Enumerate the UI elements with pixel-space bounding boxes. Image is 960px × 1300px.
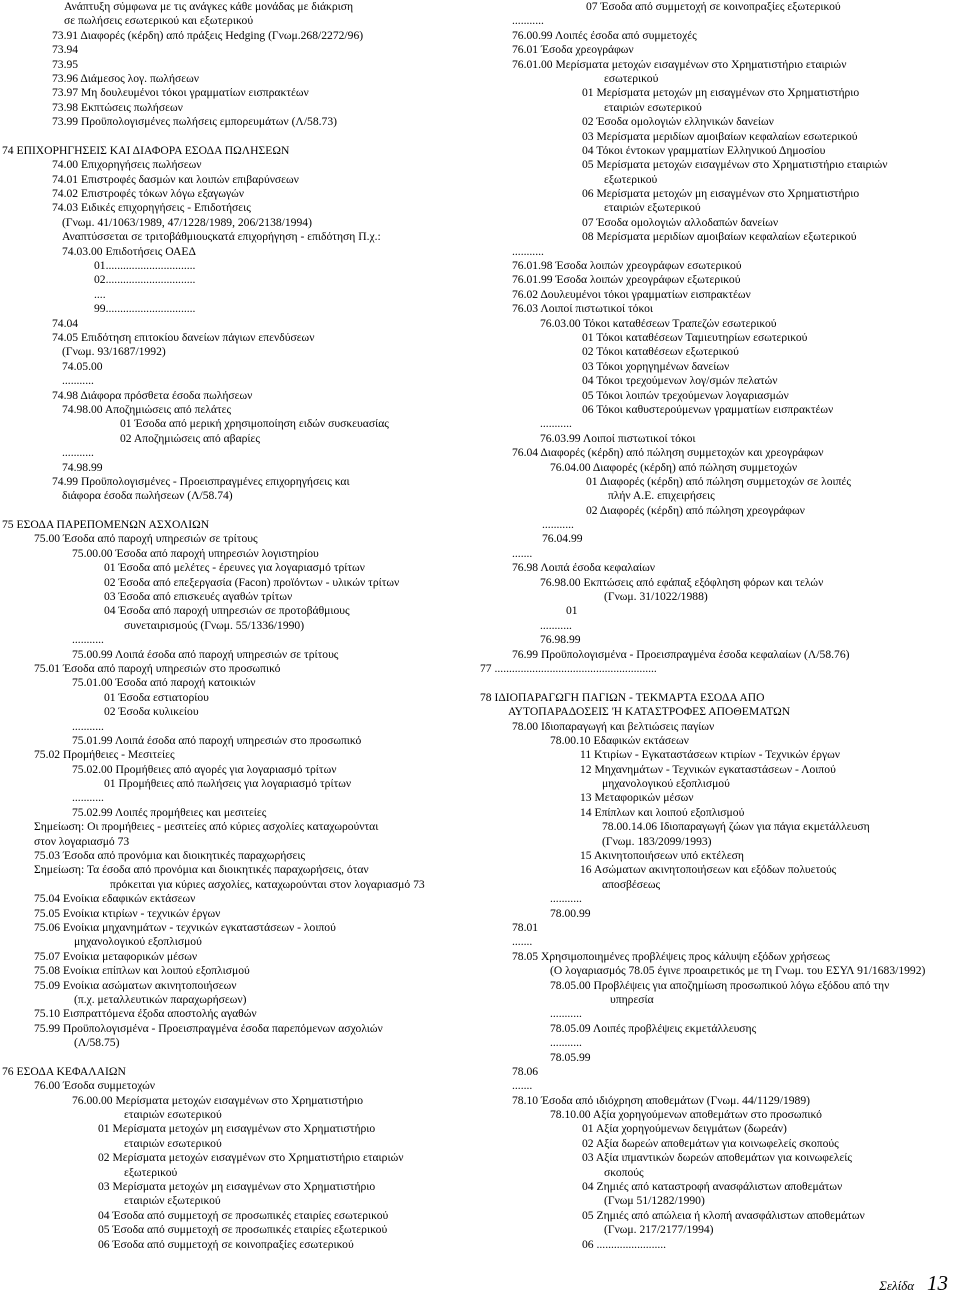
account-line: 75.10 Εισπραττόμενα έξοδα αποστολής αγαθών xyxy=(34,1007,257,1021)
account-line: (π.χ. μεταλλευτικών παραχωρήσεων) xyxy=(74,992,247,1006)
account-line: 03 Τόκοι χορηγημένων δανείων xyxy=(582,359,730,373)
account-line: 02 Αξία δωρεών αποθεμάτων για κοινωφελείς σκοπούς xyxy=(582,1136,839,1150)
account-line: 78.05 Χρησιμοποιημένες προβλέψεις προς κάλυψη εξόδων χρήσεως xyxy=(512,949,830,963)
account-line: 74 ΕΠΙΧΟΡΗΓΗΣΕΙΣ ΚΑΙ ΔΙΑΦΟΡΑ ΕΣΟΔΑ ΠΩΛΗΣΕΩΝ xyxy=(2,143,290,157)
account-line: εταιριών εξωτερικού xyxy=(124,1194,221,1208)
account-line: 05 Τόκοι λοιπών τρεχούμενων λογαριασμών xyxy=(582,388,789,402)
account-line: 78.00.10 Εδαφικών εκτάσεων xyxy=(550,733,689,747)
page-label: Σελίδα xyxy=(879,1277,915,1293)
account-line: 01 Έσοδα από μελέτες - έρευνες για λογαριασμό τρίτων xyxy=(104,561,365,575)
account-line: 75 ΕΣΟΔΑ ΠΑΡΕΠΟΜΕΝΩΝ ΑΣΧΟΛΙΩΝ xyxy=(2,518,210,532)
right-column xyxy=(478,0,958,1252)
account-line: .... xyxy=(94,287,106,301)
account-line: 74.05.00 xyxy=(62,359,103,373)
spacer xyxy=(0,504,476,518)
account-line: ........... xyxy=(550,892,582,906)
account-line: 75.01.00 Έσοδα από παροχή κατοικιών xyxy=(72,676,256,690)
account-line: ........... xyxy=(72,633,104,647)
account-line: 05 Ζημιές από απώλεια ή κλοπή ανασφάλιστων αποθεμάτων xyxy=(582,1208,865,1222)
account-line: 75.03 Έσοδα από προνόμια και διοικητικές παραχωρήσεις xyxy=(34,849,306,863)
account-line: 75.02 Προμήθειες - Μεσιτείες xyxy=(34,748,175,762)
account-line: 76.01.00 Μερίσματα μετοχών εισαγμένων στο Χρηματιστήριο εταιριών xyxy=(512,57,847,71)
account-line: 01 Διαφορές (κέρδη) από πώληση συμμετοχών σε λοιπές xyxy=(586,474,851,488)
account-line: 76.01.98 Έσοδα λοιπών χρεογράφων εσωτερικού xyxy=(512,259,742,273)
account-line: 75.01.99 Λοιπά έσοδα από παροχή υπηρεσιών στο προσωπικό xyxy=(72,733,362,747)
account-line: συνεταιρισμούς (Γνωμ. 55/1336/1990) xyxy=(124,618,305,632)
account-line: 77 ........................................................ xyxy=(480,661,657,675)
account-line: υπηρεσία xyxy=(610,992,654,1006)
account-line: ........... xyxy=(72,791,104,805)
account-line: 02 Έσοδα ομολογιών ελληνικών δανείων xyxy=(582,115,774,129)
account-line: 02 Αποζημιώσεις από αβαρίες xyxy=(120,431,261,445)
account-line: 01 Έσοδα από μερική χρησιμοποίηση ειδών συσκευασίας xyxy=(120,417,389,431)
account-line: 76.02 Δουλευμένοι τόκοι γραμματίων εισπρακτέων xyxy=(512,287,751,301)
account-line: διάφορα έσοδα πωλήσεων (Λ/58.74) xyxy=(62,489,233,503)
account-line: 73.95 xyxy=(52,57,79,71)
account-line: 78.10.00 Αξία χορηγούμενων αποθεμάτων στο προσωπικό xyxy=(550,1108,822,1122)
account-line: 03 Αξία ιπμαντικών δωρεών αποθεμάτων για κοινωφελείς xyxy=(582,1151,853,1165)
account-line: 76.01.99 Έσοδα λοιπών χρεογράφων εξωτερικού xyxy=(512,273,741,287)
account-line: σε πωλήσεις εσωτερικού και εξωτερικού xyxy=(64,14,254,28)
account-line: 74.98 Διάφορα πρόσθετα έσοδα πωλήσεων xyxy=(52,388,253,402)
account-line: εταιριών εσωτερικού xyxy=(124,1108,222,1122)
account-line: ....... xyxy=(512,1079,533,1093)
account-line: 04 Έσοδα από παροχή υπηρεσιών σε προτοβάθμιους xyxy=(104,604,350,618)
account-line: 03 Μερίσματα μετοχών μη εισαγμένων στο Χρηματιστήριο xyxy=(98,1180,376,1194)
account-line: 78.05.09 Λοιπές προβλέψεις εκμετάλλευσης xyxy=(550,1021,757,1035)
account-line: 78 ΙΔΙΟΠΑΡΑΓΩΓΗ ΠΑΓΙΩΝ - ΤΕΚΜΑΡΤΑ ΕΣΟΔΑ ΑΠΟ xyxy=(480,690,765,704)
account-line: 01............................... xyxy=(94,259,196,273)
account-line: ........... xyxy=(512,14,544,28)
account-line: 76.03.00 Τόκοι καταθέσεων Τραπεζών εσωτερικού xyxy=(540,316,777,330)
account-line: 02 Μερίσματα μετοχών εισαγμένων στο Χρηματιστήριο εταιριών xyxy=(98,1151,404,1165)
account-line: 76.98 Λοιπά έσοδα κεφαλαίων xyxy=(512,561,656,575)
account-line: 73.96 Διάμεσος λογ. πωλήσεων xyxy=(52,71,200,85)
account-line: (Γνωμ. 93/1687/1992) xyxy=(62,345,166,359)
account-line: 73.98 Εκπτώσεις πωλήσεων xyxy=(52,100,183,114)
account-line: 74.99 Προϋπολογισμένες - Προεισπραγμένες επιχορηγήσεις και xyxy=(52,474,350,488)
account-line: ........... xyxy=(62,374,94,388)
account-line: (Λ/58.75) xyxy=(74,1036,120,1050)
account-line: 76.98.99 xyxy=(540,633,581,647)
account-line: (Γνωμ. 183/2099/1993) xyxy=(602,834,712,848)
account-line: 05 Μερίσματα μετοχών εισαγμένων στο Χρηματιστήριο εταιριών xyxy=(582,158,888,172)
account-line: 78.06 xyxy=(512,1064,539,1078)
account-line: 78.00 Ιδιοπαραγωγή και βελτιώσεις παγίων xyxy=(512,719,715,733)
account-line: ........... xyxy=(550,1036,582,1050)
account-line: 74.03 Ειδικές επιχορηγήσεις - Επιδοτήσεις xyxy=(52,201,251,215)
account-line: σκοπούς xyxy=(604,1165,644,1179)
account-line: ....... xyxy=(512,546,533,560)
account-line: μηχανολογικού εξοπλισμού xyxy=(74,935,202,949)
account-line: 04 Τόκοι έντοκων γραμματίων Ελληνικού Δημοσίου xyxy=(582,143,826,157)
page-footer xyxy=(879,1270,948,1295)
account-line: 06 Μερίσματα μετοχών μη εισαγμένων στο Χρηματιστήριο xyxy=(582,187,860,201)
account-line: 01 xyxy=(566,604,578,618)
account-line: 12 Μηχανημάτων - Τεχνικών εγκαταστάσεων - Λοιπού xyxy=(580,762,836,776)
left-column xyxy=(0,0,476,1252)
account-line: 76.99 Προϋπολογισμένα - Προεισπραγμένα έσοδα κεφαλαίων (Λ/58.76) xyxy=(512,647,850,661)
account-line: 78.10 Έσοδα από ιδιόχρηση αποθεμάτων (Γνωμ. 44/1129/1989) xyxy=(512,1093,810,1107)
account-line: 75.00.00 Έσοδα από παροχή υπηρεσιών λογιστηρίου xyxy=(72,546,319,560)
account-line: 01 Μερίσματα μετοχών μη εισαγμένων στο Χρηματιστήριο xyxy=(582,86,860,100)
account-line: 02 Τόκοι καταθέσεων εξωτερικού xyxy=(582,345,739,359)
account-line: 73.94 xyxy=(52,43,79,57)
account-line: 04 Έσοδα από συμμετοχή σε προσωπικές εταιρίες εσωτερικού xyxy=(98,1208,389,1222)
account-line: 02............................... xyxy=(94,273,196,287)
account-line: 73.97 Μη δουλευμένοι τόκοι γραμματίων εισπρακτέων xyxy=(52,86,309,100)
account-line: 03 Έσοδα από επισκευές αγαθών τρίτων xyxy=(104,590,293,604)
account-line: 11 Κτιρίων - Εγκαταστάσεων κτιρίων - Τεχνικών έργων xyxy=(580,748,840,762)
account-line: 78.05.99 xyxy=(550,1050,591,1064)
account-line: 75.04 Ενοίκια εδαφικών εκτάσεων xyxy=(34,892,196,906)
account-line: 75.05 Ενοίκια κτιρίων - τεχνικών έργων xyxy=(34,906,221,920)
account-line: 75.08 Ενοίκια επίπλων και λοιπού εξοπλισμού xyxy=(34,964,250,978)
account-line: Σημείωση: Οι προμήθειες - μεσιτείες από κύριες ασχολίες καταχωρούνται xyxy=(34,820,379,834)
account-line: 73.99 Προϋπολογισμένες πωλήσεις εμπορευμάτων (Λ/58.73) xyxy=(52,115,338,129)
account-line: 74.98.00 Αποζημιώσεις από πελάτες xyxy=(62,402,232,416)
account-line: 74.01 Επιστροφές δασμών και λοιπών επιβαρύνσεων xyxy=(52,172,299,186)
account-line: 02 Διαφορές (κέρδη) από πώληση χρεογράφων xyxy=(586,503,805,517)
account-line: 75.07 Ενοίκια μεταφορικών μέσων xyxy=(34,949,198,963)
account-line: 02 Έσοδα από επεξεργασία (Facon) προϊόντων - υλικών τρίτων xyxy=(104,575,400,589)
account-line: 75.00.99 Λοιπά έσοδα από παροχή υπηρεσιών σε τρίτους xyxy=(72,647,339,661)
account-line: 74.03.00 Επιδοτήσεις ΟΑΕΔ xyxy=(62,244,196,258)
account-line: 76.03 Λοιποί πιστωτικοί τόκοι xyxy=(512,302,653,316)
account-line: 76.98.00 Εκπτώσεις από εφάπαξ εξόφληση φόρων και τελών xyxy=(540,575,824,589)
account-line: 03 Μερίσματα μεριδίων αμοιβαίων κεφαλαίων εσωτερικού xyxy=(582,129,858,143)
account-line: πρόκειται για κύριες ασχολίες, καταχωρούνται στον λογαριασμό 73 xyxy=(110,877,425,891)
account-line: 75.06 Ενοίκια μηχανημάτων - τεχνικών εγκαταστάσεων - λοιπού xyxy=(34,921,336,934)
account-line: Αναπτύσσεται σε τριτοβάθμιουςκατά επιχορήγηση - επιδότηση Π.χ.: xyxy=(62,230,381,244)
account-line: 74.02 Επιστροφές τόκων λόγω εξαγωγών xyxy=(52,187,245,201)
account-line: 16 Ασώματων ακινητοποιήσεων και εξόδων πολυετούς xyxy=(580,863,837,877)
account-line: 14 Επίπλων και λοιπού εξοπλισμού xyxy=(580,805,745,819)
account-line: 76.00.99 Λοιπές έσοδα από συμμετοχές xyxy=(512,28,697,42)
account-line: 73.91 Διαφορές (κέρδη) από πράξεις Hedging (Γνωμ.268/2272/96) xyxy=(52,28,364,42)
spacer xyxy=(0,1051,476,1065)
account-line: 76.01 Έσοδα χρεογράφων xyxy=(512,43,634,57)
account-line: ........... xyxy=(542,518,574,532)
account-line: πλήν Α.Ε. επιχειρήσεις xyxy=(608,489,715,503)
account-line: αποσβέσεως xyxy=(602,877,661,891)
account-line: ΑΥΤΟΠΑΡΑΔΟΣΕΙΣ 'Η ΚΑΤΑΣΤΡΟΦΕΣ ΑΠΟΘΕΜΑΤΩΝ xyxy=(508,705,791,719)
account-line: (Ο λογαριασμός 78.05 έγινε προαιρετικός με τη Γνωμ. του ΕΣΥΛ 91/1683/1992) xyxy=(550,964,926,978)
page-number: 13 xyxy=(927,1270,948,1295)
account-line: 13 Μεταφορικών μέσων xyxy=(580,791,694,805)
account-line: εταιριών εξωτερικού xyxy=(604,201,701,215)
account-line: 78.00.14.06 Ιδιοπαραγωγή ζώων για πάγια εκμετάλλευση xyxy=(602,820,870,834)
account-line: 08 Μερίσματα μεριδίων αμοιβαίων κεφαλαίων εξωτερικού xyxy=(582,230,857,244)
account-line: στον λογαριασμό 73 xyxy=(34,834,130,848)
account-line: 76.04 Διαφορές (κέρδη) από πώληση συμμετοχών και χρεογράφων xyxy=(512,446,824,460)
account-line: 99............................... xyxy=(94,302,196,316)
account-line: 05 Έσοδα από συμμετοχή σε προσωπικές εταιρίες εξωτερικού xyxy=(98,1223,388,1237)
account-line: 75.00 Έσοδα από παροχή υπηρεσιών σε τρίτους xyxy=(34,532,258,546)
account-line: Ανάπτυξη σύμφωνα με τις ανάγκες κάθε μονάδας με διάκριση xyxy=(64,0,354,13)
account-line: 76.00.00 Μερίσματα μετοχών εισαγμένων στο Χρηματιστήριο xyxy=(72,1093,364,1107)
account-line: 75.01 Έσοδα από παροχή υπηρεσιών στο προσωπικό xyxy=(34,661,281,675)
account-line: 78.00.99 xyxy=(550,906,591,920)
account-line: 75.99 Προϋπολογισμένα - Προεισπραγμένα έσοδα παρεπόμενων ασχολιών xyxy=(34,1021,383,1035)
account-line: 76 ΕΣΟΔΑ ΚΕΦΑΛΑΙΩΝ xyxy=(2,1064,126,1078)
account-line: 01 Αξία χορηγούμενων δειγμάτων (δωρεάν) xyxy=(582,1122,787,1136)
account-line: 01 Τόκοι καταθέσεων Ταμιευτηρίων εσωτερικού xyxy=(582,330,808,344)
account-line: (Γνωμ 51/1282/1990) xyxy=(604,1194,705,1208)
account-line: εταιριών εσωτερικού xyxy=(124,1136,222,1150)
account-line: (Γνωμ. 217/2177/1994) xyxy=(604,1223,714,1237)
account-line: (Γνωμ. 41/1063/1989, 47/1228/1989, 206/2138/1994) xyxy=(62,215,312,229)
account-line: ....... xyxy=(512,935,533,949)
account-line: 01 Προμήθειες από πωλήσεις για λογαριασμό τρίτων xyxy=(104,777,352,791)
spacer xyxy=(0,130,476,144)
account-line: εξωτερικού xyxy=(604,172,658,186)
account-line: ........... xyxy=(550,1007,582,1021)
account-line: 74.05 Επιδότηση επιτοκίου δανείων πάγιων επενδύσεων xyxy=(52,330,315,344)
account-line: 06 Έσοδα από συμμετοχή σε κοινοπραξίες εσωτερικού xyxy=(98,1237,354,1251)
account-line: ........... xyxy=(72,719,104,733)
account-line: 74.98.99 xyxy=(62,460,103,474)
account-line: ........... xyxy=(512,244,544,258)
account-line: 74.04 xyxy=(52,316,79,330)
spacer xyxy=(478,676,958,690)
account-line: 07 Έσοδα από συμμετοχή σε κοινοπραξίες εξωτερικού xyxy=(586,0,841,13)
account-line: Σημείωση: Τα έσοδα από προνόμια και διοικητικές παραχωρήσεις, όταν xyxy=(34,863,369,877)
account-line: εξωτερικού xyxy=(124,1165,178,1179)
account-line: 01 Μερίσματα μετοχών μη εισαγμένων στο Χρηματιστήριο xyxy=(98,1122,376,1136)
account-line: 78.05.00 Προβλέψεις για αποζημίωση προσωπικού λόγω εξόδου από την xyxy=(550,978,890,992)
account-line: 04 Ζημιές από καταστροφή ανασφάλιστων αποθεμάτων xyxy=(582,1180,843,1194)
account-line: ........... xyxy=(62,446,94,460)
account-line: 02 Έσοδα κυλικείου xyxy=(104,705,199,719)
account-line: 76.04.00 Διαφορές (κέρδη) από πώληση συμμετοχών xyxy=(550,460,798,474)
account-line: ........... xyxy=(540,618,572,632)
account-line: 78.01 xyxy=(512,921,539,934)
account-line: εσωτερικού xyxy=(604,71,659,85)
account-line: 06 Τόκοι καθυστερούμενων γραμματίων εισπρακτέων xyxy=(582,402,834,416)
account-line: ........... xyxy=(540,417,572,431)
account-line: μηχανολογικού εξοπλισμού xyxy=(602,777,730,791)
account-line: 76.00 Έσοδα συμμετοχών xyxy=(34,1079,156,1093)
account-line: 76.03.99 Λοιποί πιστωτικοί τόκοι xyxy=(540,431,696,445)
account-line: 15 Ακινητοποιήσεων υπό εκτέλεση xyxy=(580,849,744,863)
account-line: 75.02.00 Προμήθειες από αγορές για λογαριασμό τρίτων xyxy=(72,762,337,776)
account-line: 06 ........................ xyxy=(582,1237,667,1251)
account-line: (Γνωμ. 31/1022/1988) xyxy=(604,590,708,604)
account-line: 74.00 Επιχορηγήσεις πωλήσεων xyxy=(52,158,202,172)
account-line: 01 Έσοδα εστιατορίου xyxy=(104,690,209,704)
account-line: 76.04.99 xyxy=(542,532,583,546)
account-line: 07 Έσοδα ομολογιών αλλοδαπών δανείων xyxy=(582,215,779,229)
account-line: 75.09 Ενοίκια ασώματων ακινητοποιήσεων xyxy=(34,978,237,992)
account-line: εταιριών εσωτερικού xyxy=(604,100,702,114)
account-line: 75.02.99 Λοιπές προμήθειες και μεσιτείες xyxy=(72,805,267,819)
account-line: 04 Τόκοι τρεχούμενων λογ/σμών πελατών xyxy=(582,374,778,388)
